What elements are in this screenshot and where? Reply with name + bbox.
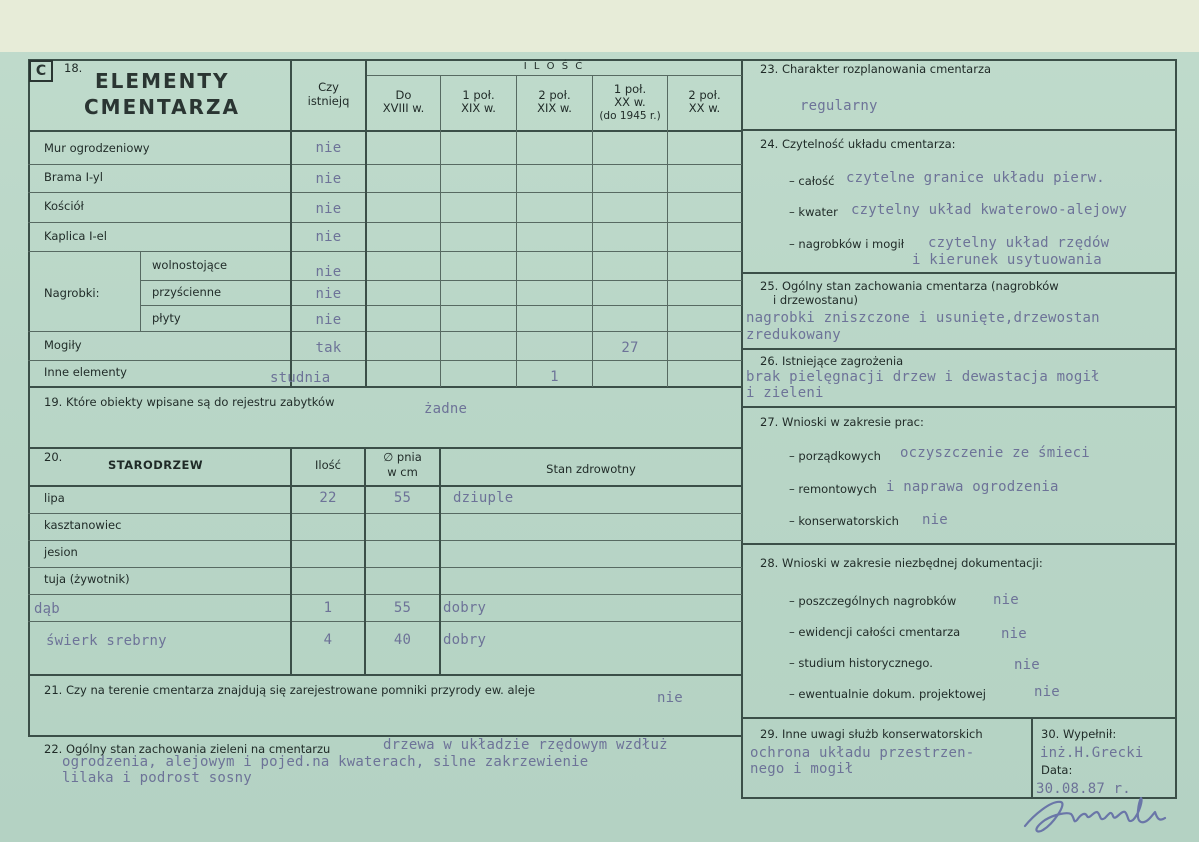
row-wolnostojace-label: wolnostojące — [152, 258, 228, 272]
frame-left — [28, 59, 30, 737]
section-letter-box — [29, 60, 53, 82]
tree-line-4 — [28, 594, 742, 595]
row-brama-exists: nie — [315, 171, 342, 187]
row-inne-count-2pol-xix: 1 — [550, 369, 559, 385]
q29-label: 29. Inne uwagi służb konserwatorskich — [760, 727, 983, 741]
col-p1 — [440, 76, 441, 387]
handwritten-signature — [1015, 790, 1175, 838]
q30-label: 30. Wypełnił: — [1041, 727, 1117, 741]
tree-dab-health: dobry — [443, 600, 487, 616]
trees-col-trunk2: w cm — [387, 465, 418, 479]
q24-kwater-label: – kwater — [789, 205, 838, 219]
q22-value-line3: lilaka i podrost sosny — [62, 770, 252, 786]
row-line-2 — [28, 192, 742, 193]
q26-value1: brak pielęgnacji drzew i dewastacja mogił — [746, 369, 1100, 385]
row-inne-label: Inne elementy — [44, 365, 127, 379]
q25-bottom — [742, 348, 1176, 350]
q25-label1: 25. Ogólny stan zachowania cmentarza (nagrobków — [760, 279, 1059, 293]
q24-calosc-label: – całość — [789, 174, 835, 188]
period-2-l2: XIX w. — [537, 101, 572, 115]
row-kosciol-exists: nie — [315, 201, 342, 217]
q25-label2: i drzewostanu) — [773, 293, 859, 307]
row-line-4 — [28, 251, 742, 252]
q23-label: 23. Charakter rozplanowania cmentarza — [760, 62, 992, 76]
col-czy-left — [290, 59, 292, 387]
period-1-l2: XIX w. — [461, 101, 496, 115]
q28-d-label: – ewentualnie dokum. projektowej — [789, 687, 986, 701]
q30-name: inż.H.Grecki — [1040, 745, 1144, 761]
tree-tuja-name: tuja (żywotnik) — [44, 572, 130, 586]
trees-header-bottom — [28, 485, 742, 487]
q24-kwater-value: czytelny układ kwaterowo-alejowy — [851, 202, 1128, 218]
q26-value2: i zieleni — [746, 385, 824, 401]
period-1-l1: 1 poł. — [462, 88, 495, 102]
q28-b-label: – ewidencji całości cmentarza — [789, 625, 961, 639]
row-line-6 — [140, 305, 742, 306]
ilosc-underline — [366, 75, 742, 76]
period-4-l1: 2 poł. — [688, 88, 721, 102]
q23-value: regularny — [800, 98, 878, 114]
trees-col-count: Ilość — [315, 458, 341, 472]
q21-label: 21. Czy na terenie cmentarza znajdują się zarejestrowane pomniki przyrody ew. aleje — [44, 683, 536, 697]
period-0-l2: XVIII w. — [382, 101, 425, 115]
q27-a-value: oczyszczenie ze śmieci — [900, 445, 1090, 461]
section-letter: C — [35, 63, 47, 79]
tree-col-3 — [439, 448, 441, 675]
trees-col-trunk1: ∅ pnia — [383, 450, 422, 464]
trees-number: 20. — [44, 450, 63, 464]
row-kaplica-exists: nie — [315, 229, 342, 245]
q19-value: żadne — [424, 401, 468, 417]
q28-d-value: nie — [1034, 684, 1060, 700]
tree-lipa-name: lipa — [44, 491, 65, 505]
nagrobki-label: Nagrobki: — [44, 286, 100, 300]
tree-swierk-count: 4 — [323, 632, 333, 648]
q28-a-value: nie — [993, 592, 1019, 608]
q25-value1: nagrobki zniszczone i usunięte,drzewostan — [746, 310, 1100, 326]
period-3-l3: (do 1945 r.) — [599, 110, 661, 122]
q28-a-label: – poszczególnych nagrobków — [789, 594, 957, 608]
q27-c-label: – konserwatorskich — [789, 514, 899, 528]
tree-dab-count: 1 — [323, 600, 333, 616]
period-3-l2: XX w. — [614, 95, 646, 109]
tree-line-2 — [28, 540, 742, 541]
period-0-l1: Do — [395, 88, 412, 102]
q24-label: 24. Czytelność układu cmentarza: — [760, 137, 956, 151]
q21-value: nie — [657, 690, 683, 706]
tree-lipa-cm: 55 — [393, 490, 412, 506]
q28-c-value: nie — [1014, 657, 1040, 673]
tree-swierk-name: świerk srebrny — [46, 633, 167, 649]
row-inne-exists: studnia — [270, 370, 331, 386]
tree-swierk-cm: 40 — [393, 632, 412, 648]
q29-q30-divider — [1031, 718, 1033, 798]
tree-line-3 — [28, 567, 742, 568]
tree-lipa-count: 22 — [319, 490, 337, 506]
row-mur-label: Mur ogrodzeniowy — [44, 141, 150, 155]
elements-bottom — [28, 386, 742, 388]
q26-label: 26. Istniejące zagrożenia — [760, 354, 904, 368]
period-4-l2: XX w. — [688, 101, 721, 115]
trees-title: STARODRZEW — [108, 458, 204, 472]
row-przyscienne-label: przyścienne — [152, 285, 222, 299]
q23-bottom — [742, 129, 1176, 131]
q28-label: 28. Wnioski w zakresie niezbędnej dokumentacji: — [760, 556, 1043, 570]
q30-date: 30.08.87 r. — [1036, 781, 1131, 797]
row-line-8 — [28, 360, 742, 361]
ilosc-header: I L O Ś Ć — [523, 61, 585, 72]
tree-dab-cm: 55 — [393, 600, 412, 616]
q29-value2: nego i mogił — [750, 761, 854, 777]
nagrobki-divider — [140, 251, 141, 331]
tree-line-1 — [28, 513, 742, 514]
q19-label: 19. Które obiekty wpisane są do rejestru zabytków — [44, 395, 335, 409]
q27-bottom — [742, 543, 1176, 545]
q24-nagrobkow-label: – nagrobków i mogił — [789, 237, 905, 251]
row-line-1 — [28, 164, 742, 165]
q27-label: 27. Wnioski w zakresie prac: — [760, 415, 924, 429]
col-p4 — [667, 76, 668, 387]
q26-bottom — [742, 406, 1176, 408]
tree-lipa-health: dziuple — [453, 490, 514, 506]
row-plyty-label: płyty — [152, 311, 181, 325]
col-czy-label2: istniejq — [307, 94, 350, 108]
q30-date-label: Data: — [1041, 763, 1073, 777]
elements-number: 18. — [64, 61, 83, 75]
frame-right — [1175, 59, 1177, 799]
tree-dab-name: dąb — [34, 601, 60, 617]
row-line-3 — [28, 222, 742, 223]
q28-bottom — [742, 717, 1176, 719]
period-2-l1: 2 poł. — [538, 88, 571, 102]
row-mogily-exists: tak — [315, 340, 342, 356]
frame-top — [28, 59, 1176, 61]
row-plyty-exists: nie — [315, 312, 342, 328]
elements-title-line1: ELEMENTY — [95, 69, 230, 93]
row-mur-exists: nie — [315, 140, 342, 156]
q24-nagrobkow-value1: czytelny układ rzędów — [928, 235, 1110, 251]
row-wolnostojace-exists: nie — [315, 264, 342, 280]
q24-nagrobkow-value2: i kierunek usytuowania — [912, 252, 1102, 268]
period-3-l1: 1 poł. — [613, 82, 647, 96]
q28-b-value: nie — [1001, 626, 1027, 642]
trees-col-health: Stan zdrowotny — [546, 462, 636, 476]
q22-value-line1: drzewa w układzie rzędowym wzdłuż — [383, 737, 668, 753]
row-brama-label: Brama I-yl — [44, 170, 103, 184]
card-top-edge — [0, 0, 1199, 52]
middle-divider — [741, 59, 743, 799]
col-czy-label1: Czy — [318, 80, 339, 94]
row-line-5 — [140, 280, 742, 281]
q24-calosc-value: czytelne granice układu pierw. — [846, 170, 1105, 186]
q27-c-value: nie — [922, 512, 948, 528]
row-kaplica-label: Kaplica I-el — [44, 229, 107, 243]
tree-kasztanowiec-name: kasztanowiec — [44, 518, 122, 532]
row-przyscienne-exists: nie — [315, 286, 342, 302]
q19-bottom — [28, 447, 742, 449]
q27-b-label: – remontowych — [789, 482, 877, 496]
trees-bottom — [28, 674, 742, 676]
row-mogily-count-1pol-xx: 27 — [621, 340, 639, 356]
tree-swierk-health: dobry — [443, 632, 487, 648]
row-line-7 — [28, 331, 742, 332]
tree-jesion-name: jesion — [44, 545, 78, 559]
q24-bottom — [742, 272, 1176, 274]
q22-label: 22. Ogólny stan zachowania zieleni na cmentarzu — [44, 742, 331, 756]
elements-title-line2: CMENTARZA — [84, 95, 240, 119]
q22-value-line2: ogrodzenia, alejowym i pojed.na kwaterach, silne zakrzewienie — [62, 754, 589, 770]
q29-value1: ochrona układu przestrzen- — [750, 745, 975, 761]
row-kosciol-label: Kościół — [44, 199, 84, 213]
tree-line-5 — [28, 621, 742, 622]
q28-c-label: – studium historycznego. — [789, 656, 933, 670]
row-mogily-label: Mogiły — [44, 338, 82, 352]
q25-value2: zredukowany — [746, 327, 841, 343]
col-p2 — [516, 76, 517, 387]
elements-header-bottom — [28, 130, 742, 132]
q27-a-label: – porządkowych — [789, 449, 881, 463]
q27-b-value: i naprawa ogrodzenia — [886, 479, 1059, 495]
